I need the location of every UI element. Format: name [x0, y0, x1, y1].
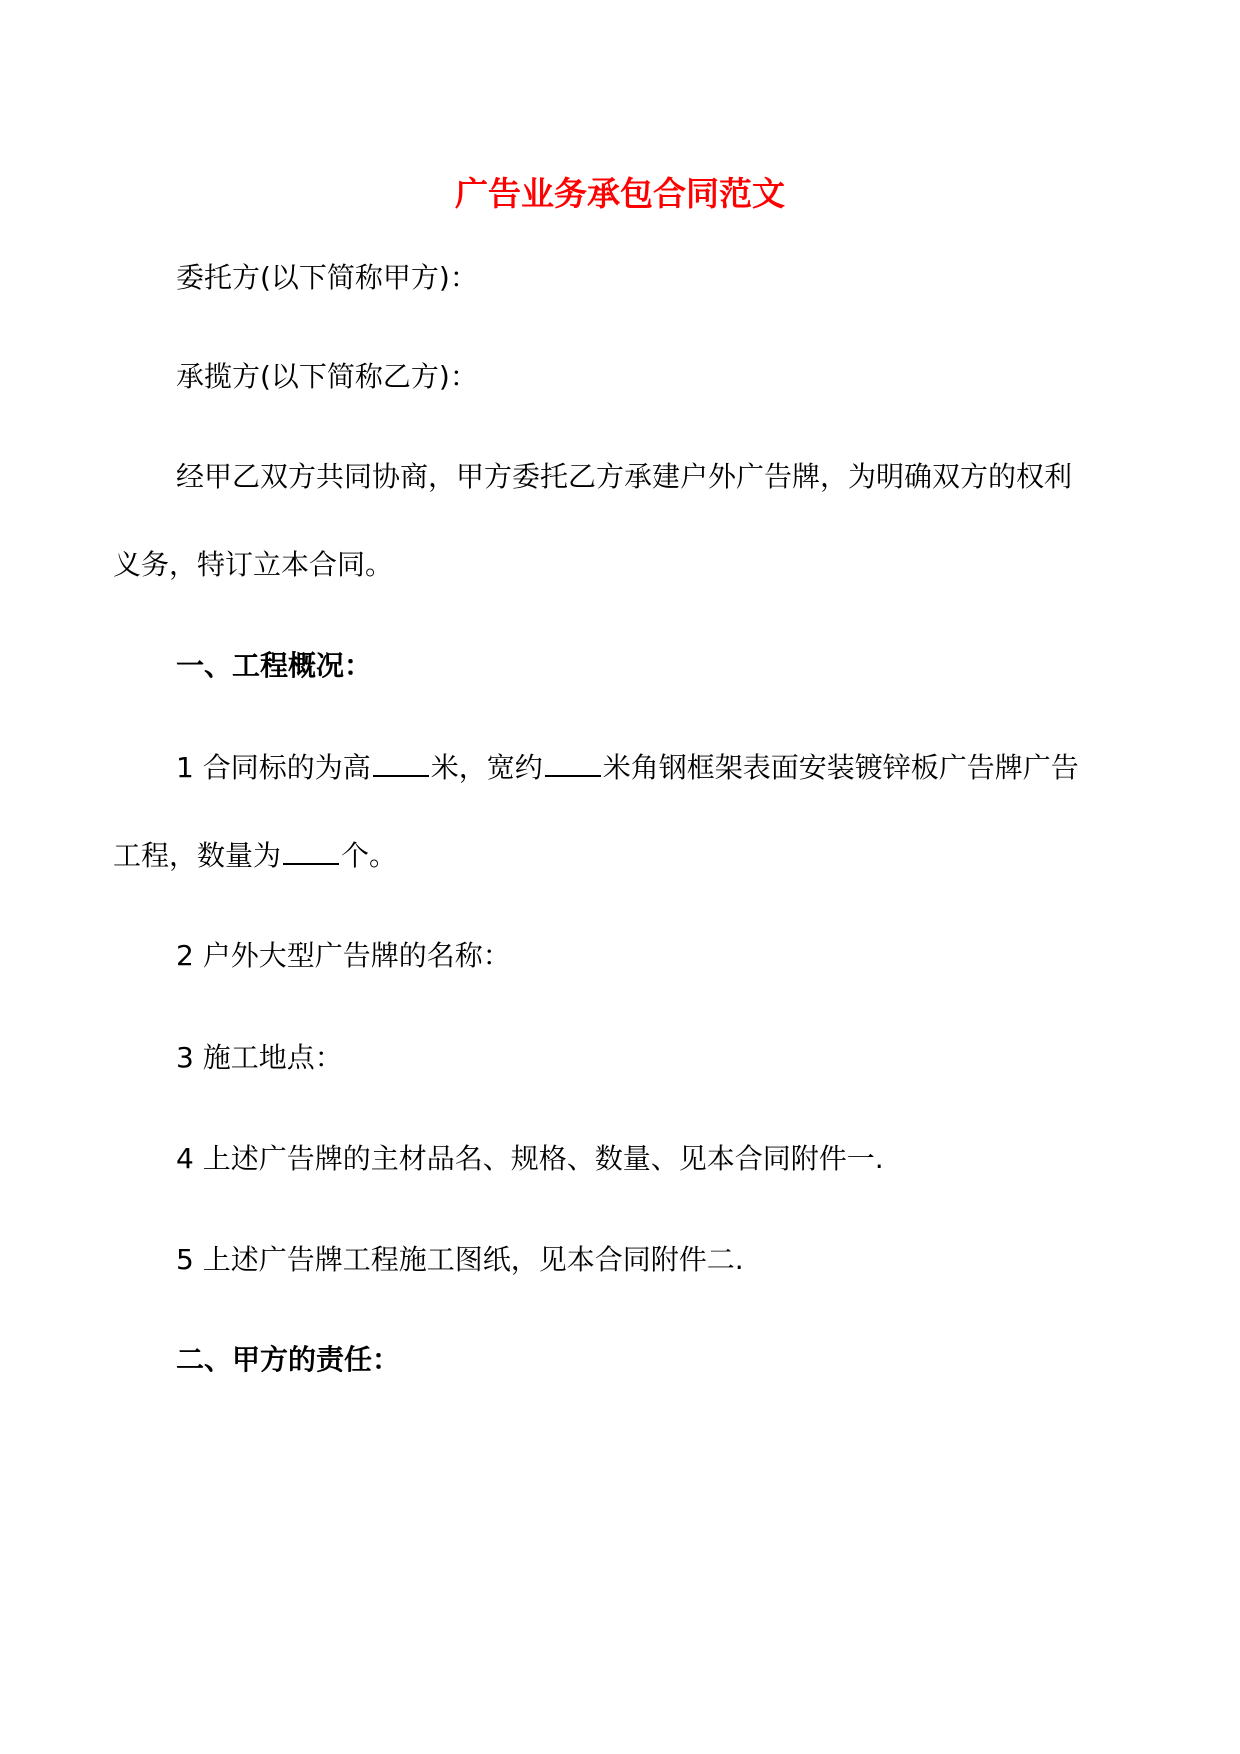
item-2: 2 户外大型广告牌的名称： — [176, 939, 511, 972]
width-blank — [545, 749, 601, 777]
item-1-line-2 — [113, 836, 397, 876]
intro-line-2: 义务，特订立本合同。 — [113, 548, 394, 581]
item-4: 4 上述广告牌的主材品名、规格、数量、见本合同附件一. — [176, 1142, 884, 1175]
item-1-text-d: 工程，数量为 — [113, 839, 282, 872]
party-b-line: 承揽方(以下简称乙方)： — [176, 360, 478, 393]
party-a-line: 委托方(以下简称甲方)： — [176, 261, 478, 294]
item-1-text-e: 个。 — [341, 839, 398, 872]
intro-line-1: 经甲乙双方共同协商，甲方委托乙方承建户外广告牌，为明确双方的权利 — [176, 460, 1073, 493]
height-blank — [373, 749, 429, 777]
document-title: 广告业务承包合同范文 — [455, 174, 785, 213]
quantity-blank — [283, 837, 339, 865]
item-1-text-a: 1 合同标的为高 — [176, 751, 371, 784]
section-2-heading: 二、甲方的责任： — [176, 1343, 401, 1376]
item-1-line-1 — [176, 748, 1079, 788]
section-1-heading: 一、工程概况： — [176, 649, 373, 682]
item-1-text-b: 米，宽约 — [430, 751, 543, 784]
item-5: 5 上述广告牌工程施工图纸，见本合同附件二. — [176, 1243, 744, 1276]
item-3: 3 施工地点： — [176, 1041, 343, 1074]
item-1-text-c: 米角钢框架表面安装镀锌板广告牌广告 — [602, 751, 1079, 784]
